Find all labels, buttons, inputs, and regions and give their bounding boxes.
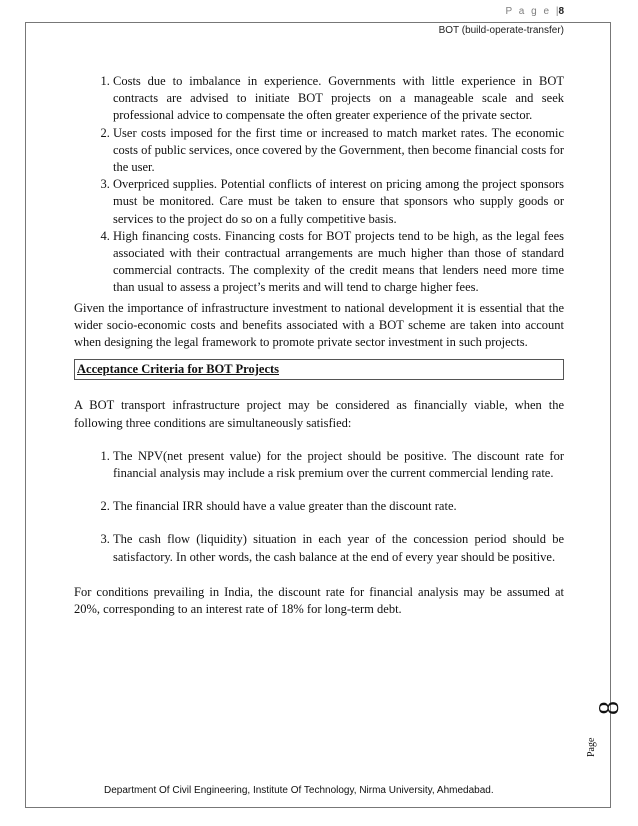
risks-list	[74, 73, 564, 297]
list-item: 4. High financing costs. Financing costs for BOT projects tend to be high, as the legal fees associated with their contractual arrangements are much higher than those of standard commercial contracts. The complexity of the credit means that lenders need more time than usual to assess a project’s merits and will tend to charge higher fees.	[113, 228, 564, 297]
side-page-marker	[586, 701, 625, 795]
header-page-indicator	[506, 6, 564, 17]
page-footer: Department Of Civil Engineering, Institute Of Technology, Nirma University, Ahmedabad.	[104, 785, 494, 796]
header-page-number: 8	[558, 6, 564, 17]
conditions-list	[74, 448, 564, 566]
intro-paragraph: Given the importance of infrastructure investment to national development it is essential that the wider socio-economic costs and benefits associated with a BOT scheme are taken into account when designing the legal framework to promote private sector investment in such projects.	[74, 300, 564, 350]
header-page-label: P a g e	[505, 6, 552, 17]
header-subtitle: BOT (build-operate-transfer)	[438, 25, 564, 36]
section-heading: Acceptance Criteria for BOT Projects	[74, 359, 564, 380]
list-item: 1. Costs due to imbalance in experience. Governments with little experience in BOT contracts are advised to initiate BOT projects on a manageable scale and seek professional advice to compensate the often greater experience of the private sector.	[113, 73, 564, 125]
list-item: 2. The financial IRR should have a value greater than the discount rate.	[113, 498, 564, 515]
list-item: 3. Overpriced supplies. Potential conflicts of interest on pricing among the project sponsors must be monitored. Care must be taken to ensure that sponsors who supply goods or services to the project do so on a fully competitive basis.	[113, 176, 564, 228]
list-item: 3. The cash flow (liquidity) situation in each year of the concession period should be satisfactory. In other words, the cash balance at the end of every year should be positive.	[113, 531, 564, 565]
header-separator: |	[555, 6, 559, 17]
document-body	[74, 73, 564, 618]
side-page-label: Page	[586, 737, 597, 757]
list-item: 2. User costs imposed for the first time or increased to match market rates. The economic costs of public services, once covered by the Government, then become financial costs for the user.	[113, 125, 564, 177]
viability-paragraph: A BOT transport infrastructure project may be considered as financially viable, when the following three conditions are simultaneously satisfied:	[74, 398, 564, 430]
list-item: 1. The NPV(net present value) for the project should be positive. The discount rate for financial analysis may include a risk premium over the current commercial lending rate.	[113, 448, 564, 482]
india-paragraph: For conditions prevailing in India, the discount rate for financial analysis may be assumed at 20%, corresponding to an interest rate of 18% for long-term debt.	[74, 584, 564, 617]
side-page-number: 8	[594, 701, 625, 715]
